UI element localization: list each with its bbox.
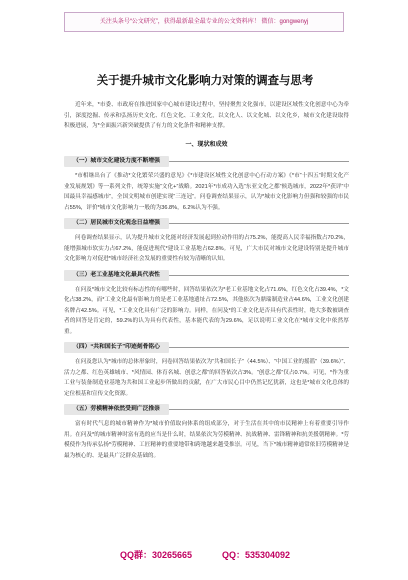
subsection-paragraph: *市相继出台了《推动*文化繁荣兴盛的意见》《*市建设区域性文化创意中心行动方案》《*市“十四五”时期文化产业发展规划》等一系列文件，统筹实施“文化+”战略。2021年*市成功入选“东亚文化之都”候选城市，2022年*获评“中国最具幸福感城市”，全国文明城市创建实现“三连冠”。问卷调查结果显示，认为*城市文化影响力但强和较强的市民占55%，评价*城市文化影响力一般的为36.8%，6.2%认为不强。 <box>64 173 349 211</box>
subsection-heading <box>64 342 349 353</box>
subsection-paragraph: 问卷调查结果显示，认为提升城市文化能对经济发展起到拉动作用的占75.2%，能提高人民幸福指数占70.2%，能增强城市软实力占67.2%，能促进现代*建设工业基地占62.8%。可见，广大市民对城市文化建设特别是提升城市文化影响力对促进*城市经济社会发展的重要性有较为清晰的认知。 <box>64 235 349 262</box>
subsection-heading <box>64 218 349 229</box>
subsection-label: （三）老工业基地文化最具代表性 <box>64 270 169 281</box>
subsection-paragraph: 在问及您认为*城市的总体形象时，问卷回答结果依次为“共和国长子”（44.5%）、“中国工业的摇篮”（39.6%）”、活力之都、红色英雄城市、*风情园、体育名城、创意之都”的回答依次占3%。“创意之都”仅占0.7%。可见，*作为重工业与装备制造业基地为共和国工业起步所做出的贡献，在广大市民心目中仍然记忆犹新，这也是*城市文化总体的定位根基和宣传文化资源。 <box>64 359 349 397</box>
subsection-label: （四）“共和国长子”印迹刻骨铭心 <box>64 342 169 353</box>
subsection-paragraph: 在问及*城市文化比较有标志性的有哪些时，回答结果依次为*老工业基地文化占71.6%，红色文化占39.4%，*文化占38.2%，而*工业文化最有影响力的是老工业基地遗址占72.5%，其他依次为鼎瑞制造业占44.6%，工业文化创建名牌占42.5%。可见，*工业文化具有广泛的影响力。同样，在问及*的工业文化是否具有代表性时，绝大多数被调查者的回答是肯定的，59.2%的认为具有代表性，基本能代表的为29.6%，足以说明工业文化在*城市文化中依然厚重。 <box>64 286 349 335</box>
qq-group-text: QQ群：30265665 <box>120 550 193 560</box>
intro-paragraph: 近年来，*市委、市政府在推进国家中心城市建设过程中，坚持聚焦文化强市，以建设区域性文化创意中心为牵引，深度挖掘、传承和弘扬历史文化、红色文化、工业文化，以文化人、以文化城、以文化乡，城市文化建设取得积极进展，为*全面振兴新突破提供了有力的文化条件和精神支撑。 <box>64 102 349 129</box>
document-body <box>64 100 349 461</box>
divider <box>169 409 349 410</box>
promo-banner: 关注头条号“公文研究”，获得最新最全最专业的公文资料库！ 微信：gongwenyj <box>64 12 344 32</box>
divider <box>169 161 349 162</box>
subsection-paragraph: 富有时代气息的城市精神作为*城市价值取向体系的组成部分，对于生活在其中的市民精神上有着重要引导作用。在问及*的城市精神时富有选的应当是什么时，结果依次为劳模精神、抗战精神、雷锋精神和抗美援朝精神。*劳模使作为传承弘扬*劳模精神、工匠精神的重要地带和跨地越来越受推崇。可见，当下*城市精神通常依旧劳模精神是最为核心的、是最具广泛群众基础的。 <box>64 421 349 459</box>
subsection-heading <box>64 156 349 167</box>
subsection-heading <box>64 270 349 281</box>
subsection-label: （五）劳模精神依然受到广泛推崇 <box>64 404 169 415</box>
qq-text: QQ：535304092 <box>222 550 291 560</box>
section-heading: 一、现状和成效 <box>185 141 228 148</box>
document-title: 关于提升城市文化影响力对策的调查与思考 <box>96 75 314 87</box>
divider <box>169 223 349 224</box>
subsection-label: （一）城市文化建设力度不断增强 <box>64 156 169 167</box>
subsection-label: （二）居民城市文化观念日益增强 <box>64 218 169 229</box>
divider <box>169 347 349 348</box>
subsection-heading <box>64 404 349 415</box>
divider <box>169 275 349 276</box>
